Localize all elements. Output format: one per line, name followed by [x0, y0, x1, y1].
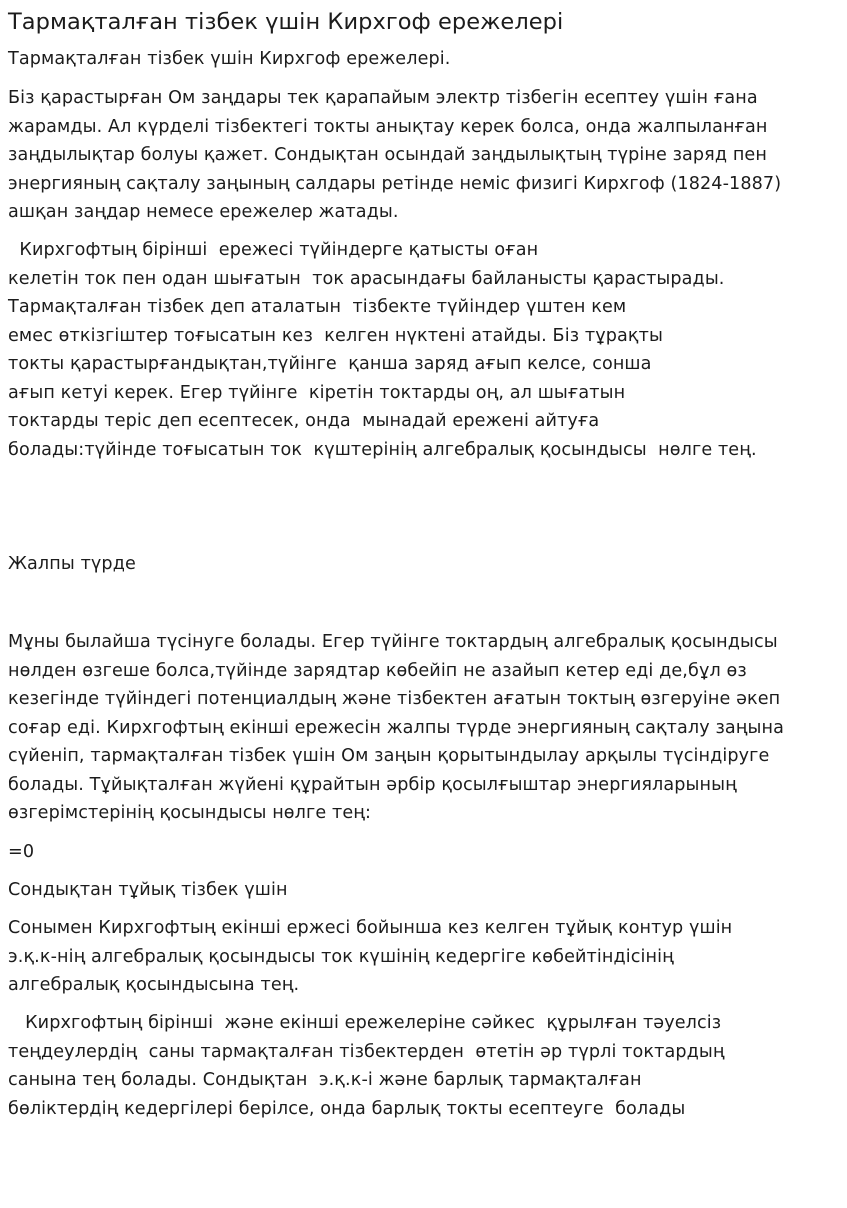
explanation-paragraph	[8, 628, 784, 828]
intro-line: заңдылықтар болуы қажет. Сондықтан осындай заңдылықтың түріне заряд пен	[8, 145, 767, 165]
first-rule-line: Тармақталған тізбек деп аталатын тізбекте түйіндер үштен кем	[8, 297, 627, 317]
first-rule-line: келетін ток пен одан шығатын ток арасындағы байланысты қарастырады.	[8, 268, 725, 289]
first-rule-line: болады:түйінде тоғысатын ток күштерінің алгебралық қосындысы нөлге тең.	[8, 439, 757, 460]
second-rule-line: э.қ.к-нің алгебралық қосындысы ток күшінің кедергіге көбейтіндісінің	[8, 946, 674, 967]
conclusion-line: санына тең болады. Сондықтан э.қ.к-і және барлық тармақталған	[8, 1070, 642, 1090]
first-rule-line: ағып кетуі керек. Егер түйінге кіретін токтарды оң, ал шығатын	[8, 382, 626, 403]
explanation-line: Мұны былайша түсінуге болады. Егер түйінге токтардың алгебралық қосындысы	[8, 632, 778, 652]
second-rule-paragraph	[8, 914, 732, 1000]
explanation-line: нөлден өзгеше болса,түйінде зарядтар көбейіп не азайып кетер еді де,бұл өз	[8, 660, 747, 681]
explanation-line: соғар еді. Кирхгофтың екінші ережесін жалпы түрде энергияның сақталу заңына	[8, 717, 784, 738]
first-rule-line: Кирхгофтың бірінші ережесі түйіндерге қатысты оған	[8, 240, 539, 260]
formula-text: =0	[8, 842, 35, 862]
second-rule-line: Сонымен Кирхгофтың екінші ержесі бойынша кез келген тұйық контур үшін	[8, 918, 733, 938]
conclusion-line: теңдеулердің саны тармақталған тізбектерден өтетін әр түрлі токтардың	[8, 1041, 725, 1062]
explanation-line: кезегінде түйіндегі потенциалдың және тізбектен ағатын токтың өзгеруіне әкеп	[8, 689, 781, 709]
intro-paragraph	[8, 84, 781, 227]
subtitle-paragraph: Тармақталған тізбек үшін Кирхгоф ережелері.	[8, 49, 451, 69]
intro-line: Біз қарастырған Ом заңдары тек қарапайым электр тізбегін есептеу үшін ғана	[8, 88, 758, 108]
conclusion-paragraph	[8, 1009, 725, 1123]
closed-circuit-heading: Сондықтан тұйық тізбек үшін	[8, 880, 288, 900]
explanation-line: сүйеніп, тармақталған тізбек үшін Ом заңын қорытындылау арқылы түсіндіруге	[8, 746, 770, 766]
explanation-line: өзгерімстерінің қосындысы нөлге тең:	[8, 803, 371, 823]
first-rule-line: токтарды теріс деп есептесек, онда мынадай ережені айтуға	[8, 411, 600, 431]
first-rule-line: емес өткізгіштер тоғысатын кез келген нүктені атайды. Біз тұрақты	[8, 325, 663, 346]
page-title: Тармақталған тізбек үшін Кирхгоф ережелері	[8, 9, 564, 35]
conclusion-line: бөліктердің кедергілері берілсе, онда барлық токты есептеуге болады	[8, 1098, 686, 1119]
second-rule-line: алгебралық қосындысына тең.	[8, 975, 300, 995]
general-form-heading: Жалпы түрде	[8, 554, 136, 574]
explanation-line: болады. Тұйықталған жүйені құрайтын әрбір қосылғыштар энергияларының	[8, 774, 737, 795]
first-rule-paragraph	[8, 236, 757, 464]
conclusion-line: Кирхгофтың бірінші және екінші ережелеріне сәйкес құрылған тәуелсіз	[8, 1013, 722, 1033]
intro-line: жарамды. Ал күрделі тізбектегі токты анықтау керек болса, онда жалпыланған	[8, 116, 768, 137]
intro-line: энергияның сақталу заңының салдары ретінде неміс физигі Кирхгоф (1824-1887)	[8, 173, 782, 194]
first-rule-line: токты қарастырғандықтан,түйінге қанша заряд ағып келсе, сонша	[8, 354, 652, 374]
intro-line: ашқан заңдар немесе ережелер жатады.	[8, 202, 399, 222]
